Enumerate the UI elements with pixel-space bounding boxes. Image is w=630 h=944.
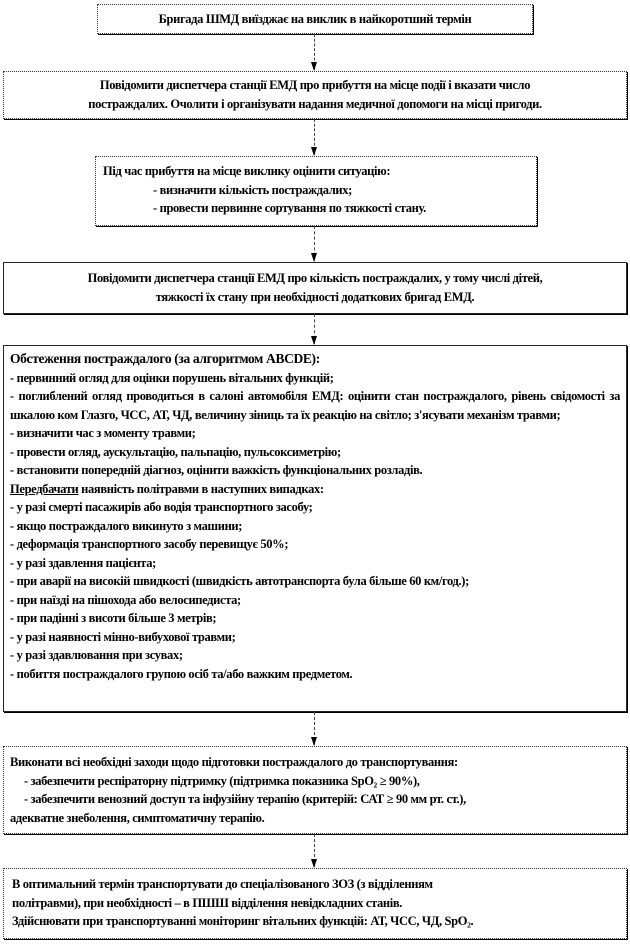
step-6-line: - забезпечити венозний доступ та інфузійну терапію (критерій: САТ ≥ 90 мм рт. ст.), bbox=[24, 792, 466, 806]
step-5-item: - визначити час з моменту травми; bbox=[10, 426, 196, 440]
arrow-5 bbox=[314, 712, 315, 745]
arrow-6 bbox=[314, 834, 315, 867]
arrow-1 bbox=[314, 34, 315, 70]
step-4-line: Повідомити диспетчера станції ЕМД про кількість постраждалих, у тому числі дітей, bbox=[87, 271, 543, 285]
step-4-box bbox=[3, 262, 627, 314]
step-2-line: постраждалих. Очолити і організувати надання медичної допомоги на місці пригоди. bbox=[88, 96, 542, 111]
step-5-item: - провести огляд, аускультацію, пальпацію, пульсоксиметрію; bbox=[10, 444, 341, 459]
case-item: - при наїзді на пішохода або велосипедиста; bbox=[10, 592, 241, 607]
heading-2-underlined: Передбачати bbox=[10, 481, 79, 496]
case-item: - у разі здавлювання при зсувах; bbox=[10, 648, 183, 662]
step-5-item: - встановити попередній діагноз, оцінити важкість функціональних розладів. bbox=[10, 463, 423, 477]
step-7-line: політравми), при необхідності – в ПШШ відділення невідкладних станів. bbox=[12, 895, 403, 910]
step-2-line: Повідомити диспетчера станції ЕМД про прибуття на місце події і вказати число bbox=[99, 78, 531, 92]
arrow-3 bbox=[314, 226, 315, 261]
case-item: - деформація транспортного засобу перевищує 50%; bbox=[10, 537, 289, 551]
case-item: - у разі наявності мінно-вибухової травми; bbox=[10, 629, 236, 644]
arrow-2 bbox=[314, 119, 315, 155]
case-item: - при падінні з висоти більше 3 метрів; bbox=[10, 611, 217, 625]
step-7-line: Здійснювати при транспортуванні моніторинг вітальних функцій: АТ, ЧСС, ЧД, SpO₂. bbox=[12, 914, 474, 928]
step-7-line: В оптимальний термін транспортувати до спеціалізованого ЗОЗ (з відділенням bbox=[12, 877, 433, 891]
step-5-item: - поглиблений огляд проводиться в салоні автомобіля ЕМД: оцінити стан постраждалого, рівень свідомості за шкалою ком Глазго, ЧСС, АТ, ЧД, величину зіниць та їх реакцію на світло; з'ясувати механізм травми; bbox=[10, 389, 620, 422]
case-item: - побиття постраждалого групою осіб та/або важким предметом. bbox=[10, 666, 353, 681]
step-5-box bbox=[3, 345, 627, 712]
case-item: - у разі здавлення пацієнта; bbox=[10, 555, 156, 570]
step-5-heading: Обстеження постраждалого (за алгоритмом ABCDE): bbox=[10, 351, 320, 366]
heading-2-rest: наявність політравми в наступних випадках: bbox=[78, 481, 324, 496]
step-3-line: - визначити кількість постраждалих; bbox=[153, 182, 352, 197]
case-item: - у разі смерті пасажирів або водія транспортного засобу; bbox=[10, 500, 313, 514]
step-6-line: адекватне знеболення, симптоматичну терапію. bbox=[10, 810, 265, 825]
step-6-line: Виконати всі необхідні заходи щодо підготовки постраждалого до транспортування: bbox=[10, 755, 458, 769]
step-7-box bbox=[3, 868, 627, 939]
step-2-box bbox=[3, 71, 627, 119]
step-1-text: Бригада ШМД виїзджає на виклик в найкоротший термін bbox=[158, 12, 472, 26]
step-6-box bbox=[3, 746, 627, 834]
step-3-box bbox=[95, 156, 537, 226]
step-1-box bbox=[97, 4, 533, 34]
arrow-4 bbox=[314, 314, 315, 344]
step-3-line: - провести первинне сортування по тяжкості стану. bbox=[153, 201, 426, 215]
step-4-line: тяжкості їх стану при необхідності додаткових бригад ЕМД. bbox=[155, 289, 475, 304]
step-5-heading-2 bbox=[10, 480, 620, 499]
step-6-line: - забезпечити респіраторну підтримку (підтримка показника SpO₂ ≥ 90%), bbox=[24, 773, 420, 788]
step-5-item: - первинний огляд для оцінки порушень вітальних функцій; bbox=[10, 370, 334, 385]
case-item: - якщо постраждалого викинуто з машини; bbox=[10, 518, 243, 533]
case-item: - при аварії на високій швидкості (швидкість автотранспорта була більше 60 км/год.); bbox=[10, 574, 469, 588]
step-3-line: Під час прибуття на місце виклику оцінити ситуацію: bbox=[103, 164, 391, 178]
